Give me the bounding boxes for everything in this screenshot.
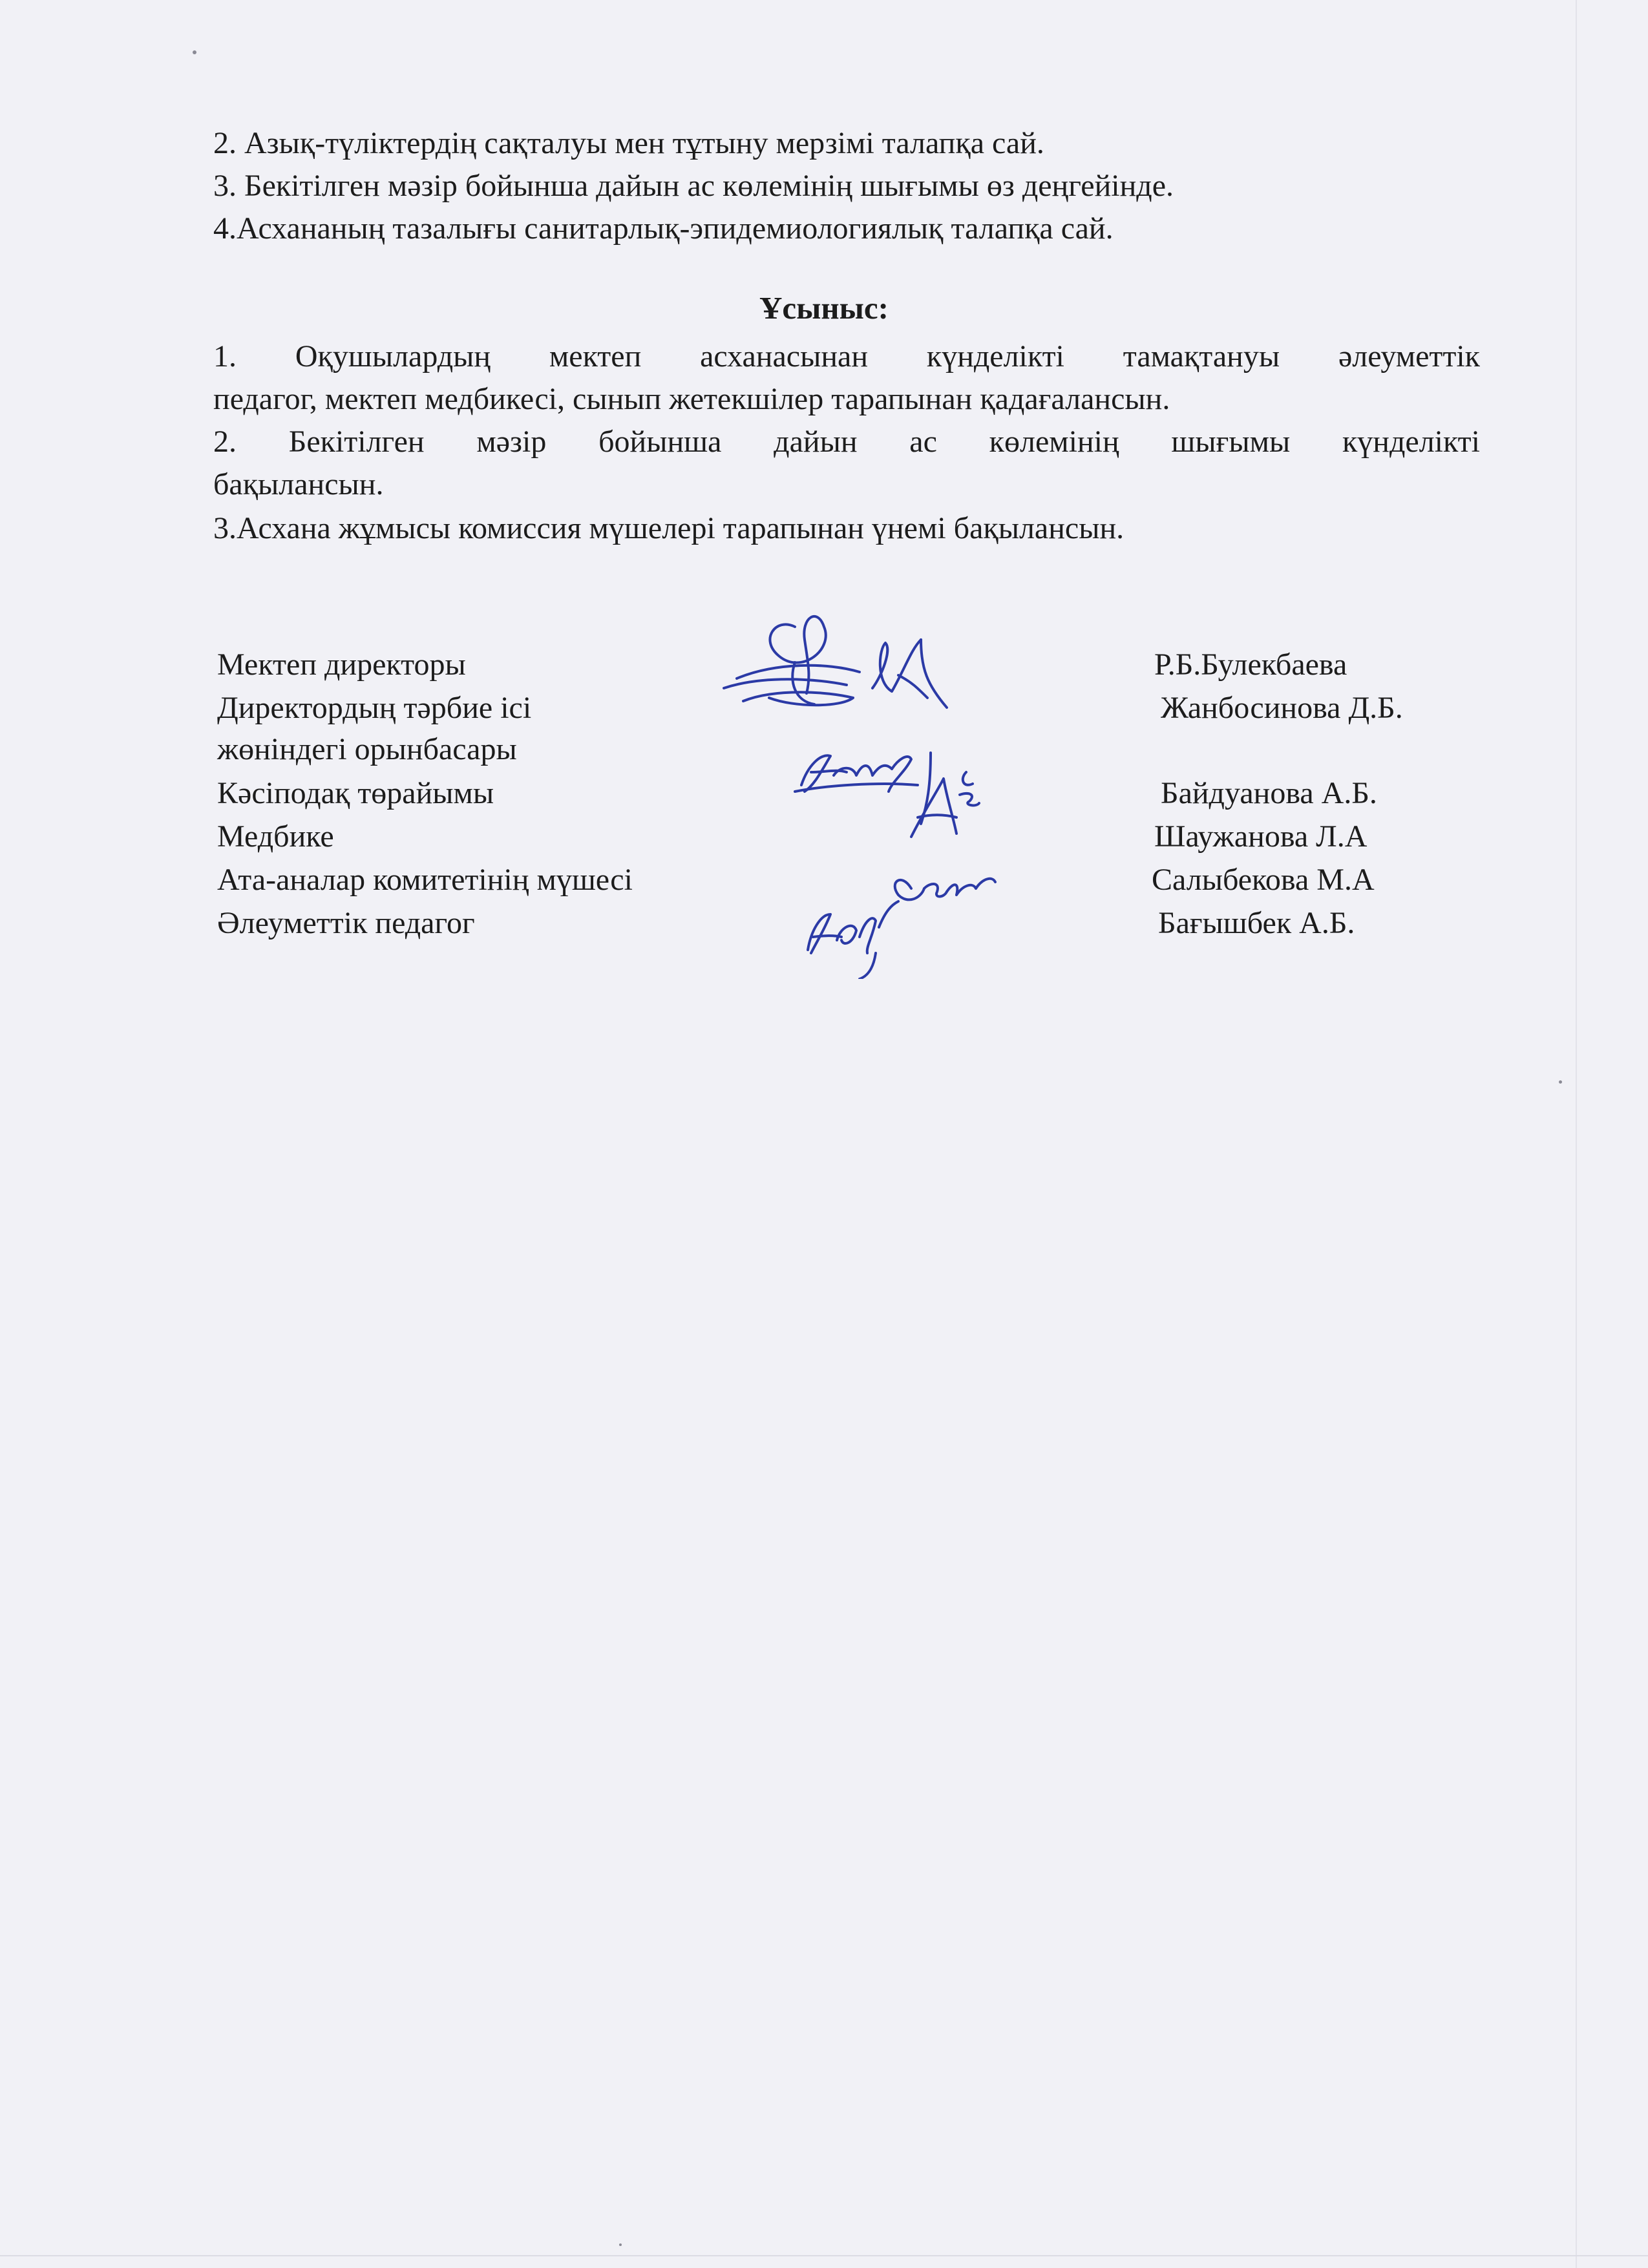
scan-edge-right — [1576, 0, 1577, 2268]
signatory-role: Мектеп директоры — [217, 647, 466, 682]
scan-speck — [1559, 1080, 1562, 1084]
signatory-name: Бағышбек А.Б. — [1158, 906, 1355, 940]
finding-line: 3. Бекітілген мәзір бойынша дайын ас көлемінің шығымы өз деңгейінде. — [213, 169, 1174, 203]
signatory-name: Р.Б.Булекбаева — [1154, 647, 1347, 682]
handwritten-signatures — [698, 578, 1060, 979]
signatory-role: Директордың тәрбие ісі — [217, 691, 532, 725]
scan-speck — [619, 2243, 622, 2246]
finding-line: 4.Асхананың тазалығы санитарлық-эпидемиологиялық талапқа сай. — [213, 211, 1114, 246]
scan-speck — [193, 50, 196, 54]
finding-line: 2. Азық-түліктердің сақталуы мен тұтыну мерзімі талапқа сай. — [213, 126, 1044, 160]
signatory-role: жөніндегі орынбасары — [217, 732, 517, 766]
recommendation-line: 2. Бекітілген мәзір бойынша дайын ас көлемінің шығымы күнделікті — [213, 425, 1480, 459]
signatory-name: Шаужанова Л.А — [1154, 819, 1368, 854]
recommendation-line: 1. Оқушылардың мектеп асханасынан күнделікті тамақтануы әлеуметтік — [213, 339, 1480, 373]
recommendations-heading: Ұсыныс: — [759, 290, 889, 326]
signatory-role: Ата-аналар комитетінің мүшесі — [217, 863, 633, 897]
recommendation-line: педагог, мектеп медбикесі, сынып жетекшілер тарапынан қадағалансын. — [213, 382, 1170, 416]
scan-edge-bottom — [0, 2255, 1648, 2256]
signatory-name: Салыбекова М.А — [1152, 863, 1375, 897]
signatory-role: Медбике — [217, 819, 334, 854]
signatory-role: Әлеуметтік педагог — [217, 906, 475, 940]
recommendation-line: бақылансын. — [213, 467, 384, 501]
signatory-name: Жанбосинова Д.Б. — [1161, 691, 1403, 725]
signatory-role: Кәсіподақ төрайымы — [217, 776, 494, 810]
signatory-name: Байдуанова А.Б. — [1161, 776, 1377, 810]
recommendation-line: 3.Асхана жұмысы комиссия мүшелері тарапынан үнемі бақылансын. — [213, 511, 1125, 545]
